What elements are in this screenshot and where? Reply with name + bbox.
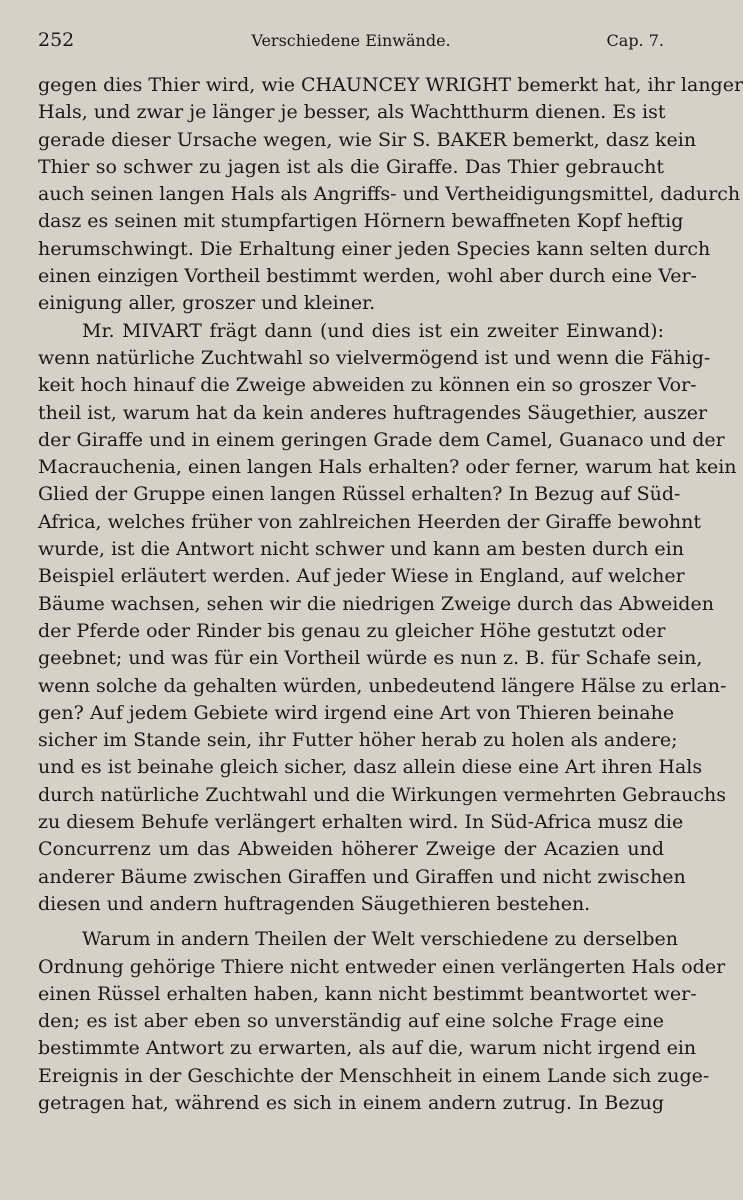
text-line: den; es ist aber eben so unverständig auf eine solche Frage eine [38,1010,664,1033]
text-line: anderer Bäume zwischen Giraffen und Giraffen und nicht zwischen [38,865,686,888]
text-line: Bäume wachsen, sehen wir die niedrigen Zweige durch das Abweiden [38,592,714,615]
text-line: Concurrenz um das Abweiden höherer Zweige der Acazien und [38,838,664,861]
text-line: Macrauchenia, einen langen Hals erhalten? oder ferner, warum hat kein [38,456,737,479]
text-line: geebnet; und was für ein Vortheil würde es nun z. B. für Schafe sein, [38,647,703,670]
page-number: 252 [38,29,75,51]
text-line: der Pferde oder Rinder bis genau zu gleicher Höhe gestutzt oder [38,619,666,642]
text-line: gerade dieser Ursache wegen, wie Sir S. BAKER bemerkt, dasz kein [38,128,697,151]
text-line: wenn natürliche Zuchtwahl so vielvermögend ist und wenn die Fähig- [38,346,711,369]
text-line: Ordnung gehörige Thiere nicht entweder einen verlängerten Hals oder [38,955,726,978]
paragraph-3 [38,926,726,1117]
text-line: Thier so schwer zu jagen ist als die Giraffe. Das Thier gebraucht [38,155,664,178]
text-line: gen? Auf jedem Gebiete wird irgend eine Art von Thieren beinahe [38,701,675,724]
text-line: zu diesem Behufe verlängert erhalten wird. In Süd-Africa musz die [38,811,684,834]
text-line: theil ist, warum hat da kein anderes huftragendes Säugethier, auszer [38,401,708,424]
text-line: einen einzigen Vortheil bestimmt werden, wohl aber durch eine Ver- [38,265,697,288]
text-line: einigung aller, groszer und kleiner. [38,292,376,315]
text-line: Africa, welches früher von zahlreichen Heerden der Giraffe bewohnt [38,510,701,533]
text-line: keit hoch hinauf die Zweige abweiden zu können ein so groszer Vor- [38,374,697,397]
text-line: diesen und andern huftragenden Säugethieren bestehen. [38,892,591,915]
paragraph-2 [38,318,737,919]
text-line: Beispiel erläutert werden. Auf jeder Wiese in England, auf welcher [38,565,685,588]
text-line: durch natürliche Zuchtwahl und die Wirkungen vermehrten Gebrauchs [38,783,727,806]
page-body [38,72,743,1117]
text-line: wurde, ist die Antwort nicht schwer und kann am besten durch ein [38,538,684,561]
text-line: wenn solche da gehalten würden, unbedeutend längere Hälse zu erlan- [38,674,727,697]
text-line: Glied der Gruppe einen langen Rüssel erhalten? In Bezug auf Süd- [38,483,681,506]
text-line: und es ist beinahe gleich sicher, dasz allein diese eine Art ihren Hals [38,756,703,779]
text-line: Hals, und zwar je länger je besser, als Wachtthurm dienen. Es ist [38,101,666,124]
page-header [38,29,664,59]
text-line: der Giraffe und in einem geringen Grade dem Camel, Guanaco und der [38,428,725,451]
text-line: Warum in andern Theilen der Welt verschiedene zu derselben [82,928,679,951]
text-line: dasz es seinen mit stumpfartigen Hörnern bewaffneten Kopf heftig [38,210,684,233]
text-line: sicher im Stande sein, ihr Futter höher herab zu holen als andere; [38,729,678,752]
text-line: herumschwingt. Die Erhaltung einer jeden Species kann selten durch [38,237,711,260]
paragraph-1 [38,72,743,318]
running-title: Verschiedene Einwände. [251,31,451,50]
text-line: einen Rüssel erhalten haben, kann nicht bestimmt beantwortet wer- [38,982,697,1005]
text-line: bestimmte Antwort zu erwarten, als auf die, warum nicht irgend ein [38,1037,697,1060]
text-line: Mr. MIVART frägt dann (und dies ist ein zweiter Einwand): [82,319,664,342]
text-line: getragen hat, während es sich in einem andern zutrug. In Bezug [38,1091,664,1114]
chapter-label: Cap. 7. [606,31,664,50]
text-line: Ereignis in der Geschichte der Menschheit in einem Lande sich zuge- [38,1064,710,1087]
text-line: gegen dies Thier wird, wie CHAUNCEY WRIGHT bemerkt hat, ihr langer [38,74,743,96]
paragraph-gap [38,918,664,926]
text-line: auch seinen langen Hals als Angriffs- und Vertheidigungsmittel, dadurch [38,183,741,206]
